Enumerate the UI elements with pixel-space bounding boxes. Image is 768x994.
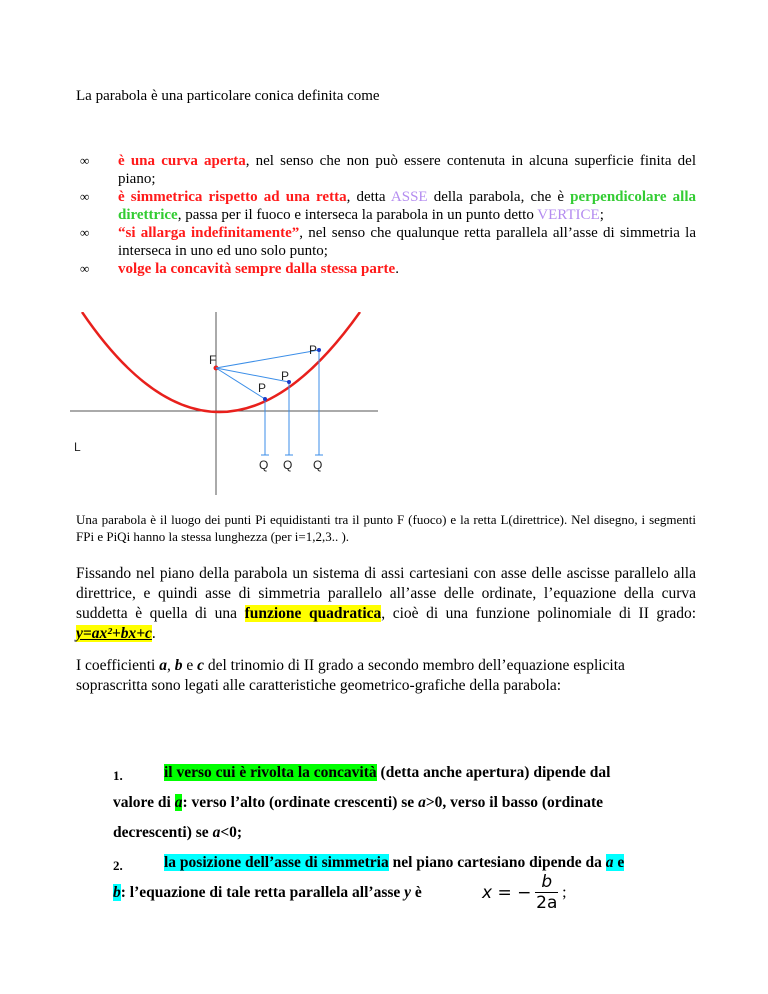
coef-a: a — [605, 854, 614, 871]
text: valore di — [113, 794, 175, 811]
text: : l’equazione di tale retta parallela all’asse — [120, 884, 405, 901]
list-item — [76, 260, 696, 278]
red-phrase: è simmetrica rispetto ad una retta — [118, 189, 347, 205]
formula-denominator: 2a — [536, 893, 558, 913]
list-item — [76, 224, 696, 260]
text: , passa per il fuoco e interseca la parabola in un punto detto — [177, 207, 538, 223]
text: . — [395, 261, 399, 277]
highlight-quadratic: funzione quadratica — [244, 605, 382, 622]
text: <0; — [220, 824, 243, 841]
list-item-1-line1 — [164, 758, 704, 788]
list-item-2-line1 — [164, 848, 704, 878]
text: nel piano cartesiano dipende da — [388, 854, 606, 871]
red-phrase: “si allarga indefinitamente” — [118, 225, 300, 241]
highlight-axis: la posizione dell’asse di simmetria — [164, 854, 389, 871]
coef-b: b — [174, 657, 183, 674]
text: , nel senso che qualunque retta parallela all’asse di simmetria la interseca in uno ed uno solo punto; — [118, 225, 696, 259]
equation: y=ax²+bx+c — [76, 625, 152, 642]
asse-word: ASSE — [390, 189, 428, 205]
point-p3 — [263, 397, 267, 401]
text: (detta anche apertura) dipende dal — [376, 764, 611, 781]
list-item-2-line2 — [113, 878, 493, 908]
list-item — [76, 152, 696, 188]
coef-a: a — [212, 824, 221, 841]
text: I coefficienti — [76, 657, 160, 674]
text: , detta — [346, 189, 391, 205]
list-number-2: 2. — [113, 858, 123, 873]
list-number-1: 1. — [113, 768, 123, 783]
coef-c: c — [197, 657, 204, 674]
highlight-concavity: il verso cui è rivolta la concavità — [164, 764, 377, 781]
text: e — [182, 657, 198, 674]
bullet-icon: ∞ — [80, 261, 90, 276]
coef-a: a — [418, 794, 426, 811]
p2-label: P — [281, 369, 290, 383]
paragraph-cartesian — [76, 564, 696, 644]
text: , cioè di una funzione polinomiale di II grado: — [381, 605, 697, 622]
parabola-figure — [70, 312, 390, 497]
text: della parabola, che è — [427, 189, 571, 205]
text: e — [613, 854, 625, 871]
list-item-1-line2 — [113, 788, 713, 818]
formula-fraction — [535, 872, 558, 913]
intro-text: La parabola è una particolare conica definita come — [76, 88, 380, 104]
list-item-1-line3 — [113, 818, 713, 848]
text: ; — [599, 207, 604, 223]
q2-label: Q — [283, 458, 293, 472]
green-phrase: perpendicolare alla direttrice — [118, 189, 697, 223]
bullet-icon: ∞ — [80, 189, 90, 204]
red-phrase: volge la concavità sempre dalla stessa parte — [118, 261, 396, 277]
definition-list — [76, 152, 696, 278]
axis-formula — [482, 872, 567, 913]
text: del trinomio di II grado a secondo membro dell’equazione esplicita soprascritta sono legati alle caratteristiche geometrico-grafiche della parabola: — [76, 657, 625, 694]
text: è — [411, 884, 422, 901]
directrix-label: L — [74, 440, 81, 454]
text: Fissando nel piano della parabola un sistema di assi cartesiani con asse delle ascisse parallelo alla direttrice, e quindi asse di simmetria parallelo all’asse delle ordinate, l’equazione della curva suddetta è quella di una — [76, 565, 696, 622]
list-item — [76, 188, 696, 224]
bullet-icon: ∞ — [80, 225, 90, 240]
text: : verso l’alto (ordinate crescenti) se — [182, 794, 419, 811]
point-p1 — [317, 348, 321, 352]
focus-label: F — [209, 353, 217, 367]
text: . — [151, 625, 156, 642]
coef-a: a — [174, 794, 183, 811]
parabola-curve — [82, 312, 360, 412]
p1-label: P — [309, 343, 318, 357]
y-symbol: y — [404, 884, 412, 901]
q1-label: Q — [313, 458, 323, 472]
vertice-word: VERTICE — [537, 207, 600, 223]
formula-lhs: x = − — [482, 882, 532, 903]
text: >0, verso il basso (ordinate — [425, 794, 603, 811]
coef-b: b — [113, 884, 121, 901]
red-phrase: è una curva aperta — [118, 153, 246, 169]
bullet-icon: ∞ — [80, 153, 90, 168]
figure-caption: Una parabola è il luogo dei punti Pi equidistanti tra il punto F (fuoco) e la retta L(direttrice). Nel disegno, i segmenti FPi e PiQi hanno la stessa lunghezza (per i=1,2,3.. ). — [76, 512, 696, 544]
q3-label: Q — [259, 458, 269, 472]
formula-end: ; — [562, 883, 567, 901]
p3-label: P — [258, 381, 267, 395]
text: , nel senso che non può essere contenuta in alcuna superficie finita del piano; — [118, 153, 696, 187]
text: , — [166, 657, 175, 674]
segment-fp1 — [216, 350, 319, 368]
coef-a: a — [159, 657, 167, 674]
formula-numerator: b — [535, 872, 558, 893]
text: decrescenti) se — [113, 824, 213, 841]
paragraph-coefficients — [76, 656, 696, 696]
